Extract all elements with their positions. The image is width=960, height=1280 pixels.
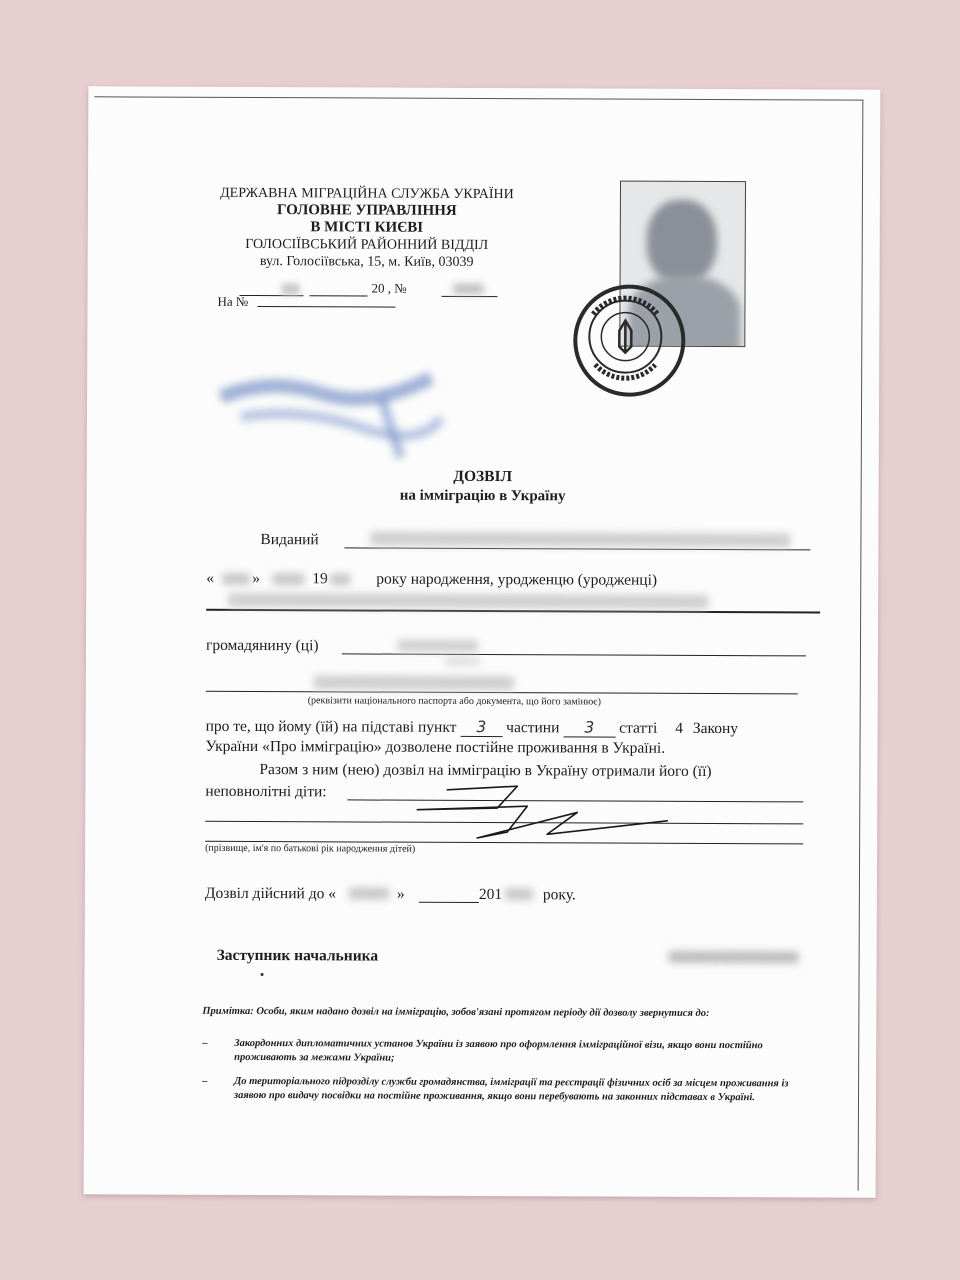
basis-line-2: України «Про імміграцію» дозволене постійне проживання в Україні. — [205, 737, 666, 757]
note-item-1: Закордонних дипломатичних установ України із заявою про оформлення імміграційної візи, якщо вони постійно проживають за межами України; — [234, 1037, 763, 1064]
redacted-valid-year — [505, 888, 533, 900]
children-label: неповнолітні діти: — [205, 782, 327, 801]
children-line-1: Разом з ним (нею) дозвіл на імміграцію в Україну отримали його (її) — [259, 761, 712, 781]
country-caption: (країна) — [445, 655, 480, 667]
passport-caption: (реквізити національного паспорта або документа, що його замінює) — [307, 695, 601, 708]
strikeout-scribble — [377, 782, 677, 843]
basis-text-4: Закону — [692, 719, 739, 738]
reg-year-and-number: 20 , № — [371, 280, 407, 296]
redacted-birth-year — [330, 573, 350, 585]
issuer-header — [194, 185, 540, 272]
redacted-birth-month — [272, 573, 304, 585]
basis-paragraph — [206, 717, 818, 739]
part-number: 3 — [563, 718, 615, 737]
redacted-citizenship — [398, 640, 478, 652]
valid-year-suffix: року. — [542, 886, 576, 904]
basis-text-1: про те, що йому (їй) на підставі пункт — [205, 717, 457, 736]
redacted-passport — [314, 675, 514, 690]
title-sub: на імміграцію в Україну — [399, 487, 566, 505]
ink-stamp-graphic — [211, 357, 451, 468]
basis-text-3: статті — [619, 719, 658, 737]
birth-century: 19 — [312, 570, 328, 588]
birth-text: року народження, уродженцю (уродженці) — [376, 570, 658, 589]
signatory-position: Заступник начальника — [216, 946, 379, 965]
note-item-2: До територіального підрозділу служби громадянства, імміграції та реєстрації фізичних осіб за місцем проживання із заявою про видачу посвідки на постійне проживання, якщо вони перебувають на законних підставах в Україні. — [233, 1075, 789, 1104]
header-city: В МІСТІ КИЄВІ — [310, 219, 424, 236]
redacted-signatory-name — [669, 951, 799, 964]
redacted-full-name — [370, 532, 790, 548]
document-sheet — [84, 86, 881, 1197]
ink-dot — [261, 973, 264, 976]
registration-line — [239, 280, 499, 300]
valid-year-prefix: 201 — [478, 885, 503, 904]
header-department: ГОЛОСІЇВСЬКИЙ РАЙОННИЙ ВІДДІЛ — [245, 236, 489, 254]
header-address: вул. Голосіївська, 15, м. Київ, 03039 — [259, 254, 474, 270]
birth-open-quote: « — [206, 569, 215, 587]
blurred-registration-stamp — [211, 357, 451, 468]
citizen-label: громадянину (ці) — [205, 636, 319, 655]
issued-label: Виданий — [260, 531, 319, 549]
seal-graphic — [573, 284, 677, 388]
header-service: ДЕРЖАВНА МІГРАЦІЙНА СЛУЖБА УКРАЇНИ — [220, 185, 514, 203]
basis-text-2: частини — [506, 719, 560, 737]
children-caption: (прізвище, ім'я по батькові рік народження дітей) — [205, 842, 416, 855]
official-round-seal — [573, 284, 685, 396]
note-intro: Примітка: Особи, яким надано дозвіл на імміграцію, зобов'язані протягом періоду дії дозволу звернутися до: — [202, 1005, 710, 1019]
redacted-birth-day — [222, 573, 250, 585]
valid-until-label: Дозвіл дійсний до « — [204, 884, 337, 903]
note-item-1-dash: – — [202, 1037, 208, 1049]
header-directorate: ГОЛОВНЕ УПРАВЛІННЯ — [276, 202, 457, 219]
title-main: ДОЗВІЛ — [453, 467, 513, 486]
birth-close-quote: » — [252, 569, 261, 588]
redacted-valid-day — [349, 887, 389, 899]
valid-close-quote: » — [396, 885, 405, 903]
note-item-2-dash: – — [202, 1075, 208, 1087]
reference-number-label: На № — [217, 293, 249, 309]
reference-number-line — [217, 293, 248, 311]
point-number: 3 — [460, 718, 502, 737]
redacted-birthplace — [228, 593, 708, 609]
document-title — [87, 466, 879, 506]
article-number: 4 — [675, 719, 684, 737]
